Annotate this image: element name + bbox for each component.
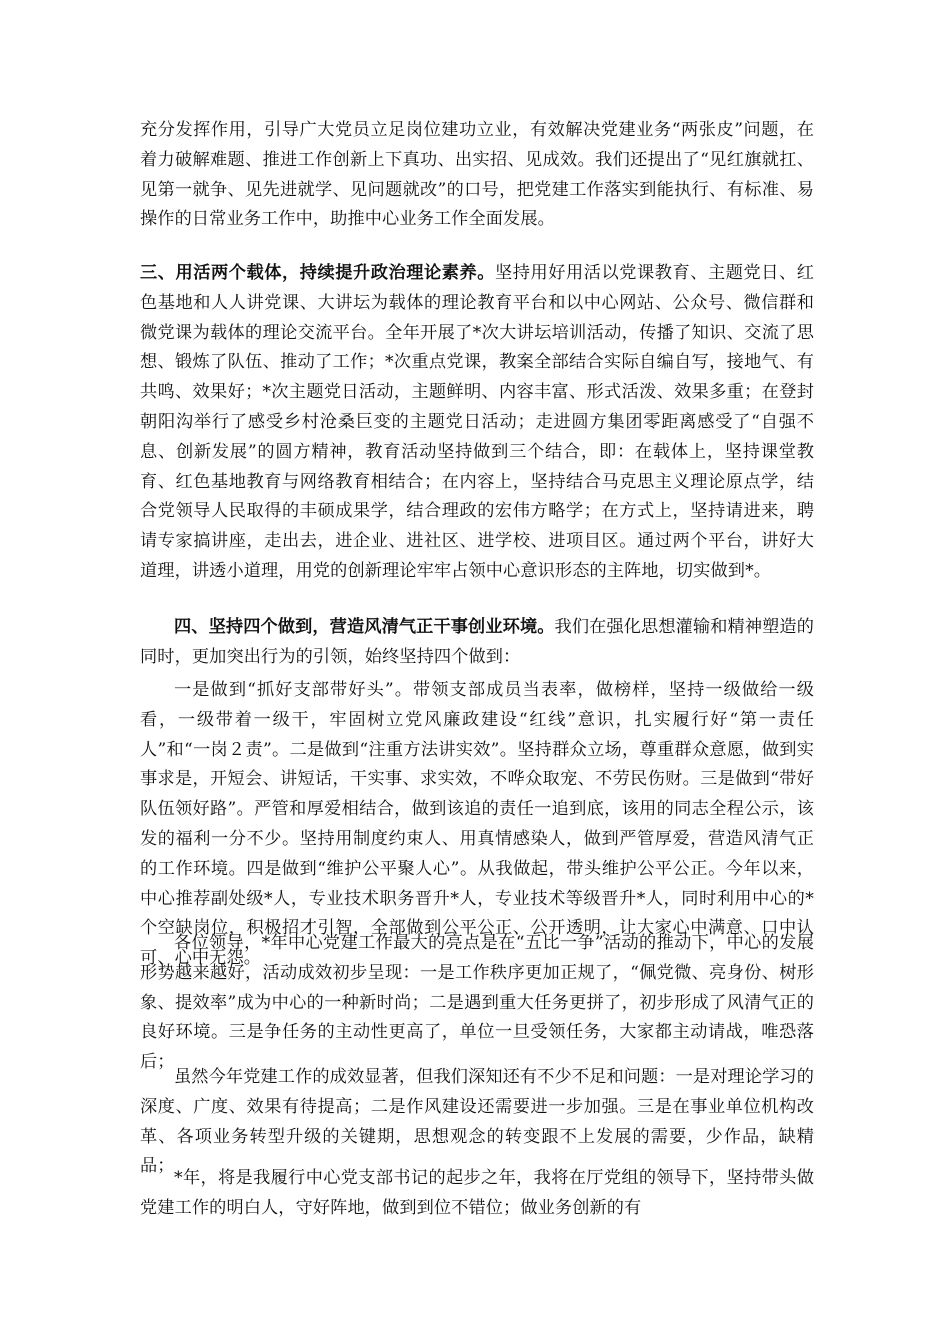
paragraph-text: 充分发挥作用，引导广大党员立足岗位建功立业，有效解决党建业务“两张皮”问题，在着力破解难题、推进工作创新上下真功、出实招、见成效。我们还提出了“见红旗就扛、见第一就争、见先进就学、见问题就改”的口号，把党建工作落实到能执行、有标准、易操作的日常业务工作中，助推中心业务工作全面发展。 xyxy=(140,120,814,230)
paragraph-highlights xyxy=(140,929,814,1078)
paragraph-text: 一是做到“抓好支部带好头”。带领支部成员当表率，做榜样，坚持一级做给一级看，一级带着一级干，牢固树立党风廉政建设“红线”意识，扎实履行好“第一责任人”和“一岗２责”。二是做到“注重方法讲实效”。坚持群众立场，尊重群众意愿，做到实事求是，开短会、讲短话，干实事、求实效，不哗众取宠、不劳民伤财。三是做到“带好队伍领好路”。严管和厚爱相结合，做到该追的责任一追到底，该用的同志全程公示，该发的福利一分不少。坚持用制度约束人、用真情感染人，做到严管厚爱，营造风清气正的工作环境。四是做到“维护公平聚人心”。从我做起，带头维护公平公正。今年以来，中心推荐副处级*人，专业技术职务晋升*人，专业技术等级晋升*人，同时利用中心的*个空缺岗位，积极招才引智，全部做到公平公正、公开透明，让大家心中满意、口中认可、心中无怨。 xyxy=(140,680,814,969)
paragraph-text: 各位领导，*年中心党建工作最大的亮点是在“五比一争”活动的推动下，中心的发展形势越来越好，活动成效初步呈现：一是工作秩序更加正规了，“佩党微、亮身份、树形象、提效率”成为中心的一种新时尚；二是遇到重大任务更拼了，初步形成了风清气正的良好环境。三是争任务的主动性更高了，单位一旦受领任务，大家都主动请战，唯恐落后； xyxy=(140,933,814,1073)
paragraph-continuation xyxy=(140,116,814,235)
paragraph-next-year xyxy=(140,1164,814,1224)
paragraph-text: 坚持用好用活以党课教育、主题党日、红色基地和人人讲党课、大讲坛为载体的理论教育平台和以中心网站、公众号、微信群和微党课为载体的理论交流平台。全年开展了*次大讲坛培训活动，传播了知识、交流了思想、锻炼了队伍、推动了工作；*次重点党课，教案全部结合实际自编自写，接地气、有共鸣、效果好；*次主题党日活动，主题鲜明、内容丰富、形式活泼、效果多重；在登封朝阳沟举行了感受乡村沧桑巨变的主题党日活动；走进圆方集团零距离感受了“自强不息、创新发展”的圆方精神，教育活动坚持做到三个结合，即：在载体上，坚持课堂教育、红色基地教育与网络教育相结合；在内容上，坚持结合马克思主义理论原点学，结合党领导人民取得的丰硕成果学，结合理政的宏伟方略学；在方式上，坚持请进来，聘请专家搞讲座，走出去，进企业、进社区、进学校、进项目区。通过两个平台，讲好大道理，讲透小道理，用党的创新理论牢牢占领中心意识形态的主阵地，切实做到*。 xyxy=(140,263,814,581)
paragraph-section-three xyxy=(140,259,814,587)
section-heading-four: 四、坚持四个做到，营造风清气正干事创业环境。 xyxy=(174,617,555,637)
paragraph-section-four xyxy=(140,613,814,673)
paragraph-text: 虽然今年党建工作的成效显著，但我们深知还有不少不足和问题：一是对理论学习的深度、广度、效果有待提高；二是作风建设还需要进一步加强。三是在事业单位机构改革、各项业务转型升级的关键期，思想观念的转变跟不上发展的需要，少作品，缺精品； xyxy=(140,1067,814,1177)
paragraph-text: *年，将是我履行中心党支部书记的起步之年，我将在厅党组的领导下，坚持带头做党建工作的明白人，守好阵地，做到到位不错位；做业务创新的有 xyxy=(140,1168,814,1218)
paragraph-text: 我们在强化思想灌输和精神塑造的同时，更加突出行为的引领，始终坚持四个做到： xyxy=(140,617,814,667)
section-heading-three: 三、用活两个载体，持续提升政治理论素养。 xyxy=(140,263,495,283)
